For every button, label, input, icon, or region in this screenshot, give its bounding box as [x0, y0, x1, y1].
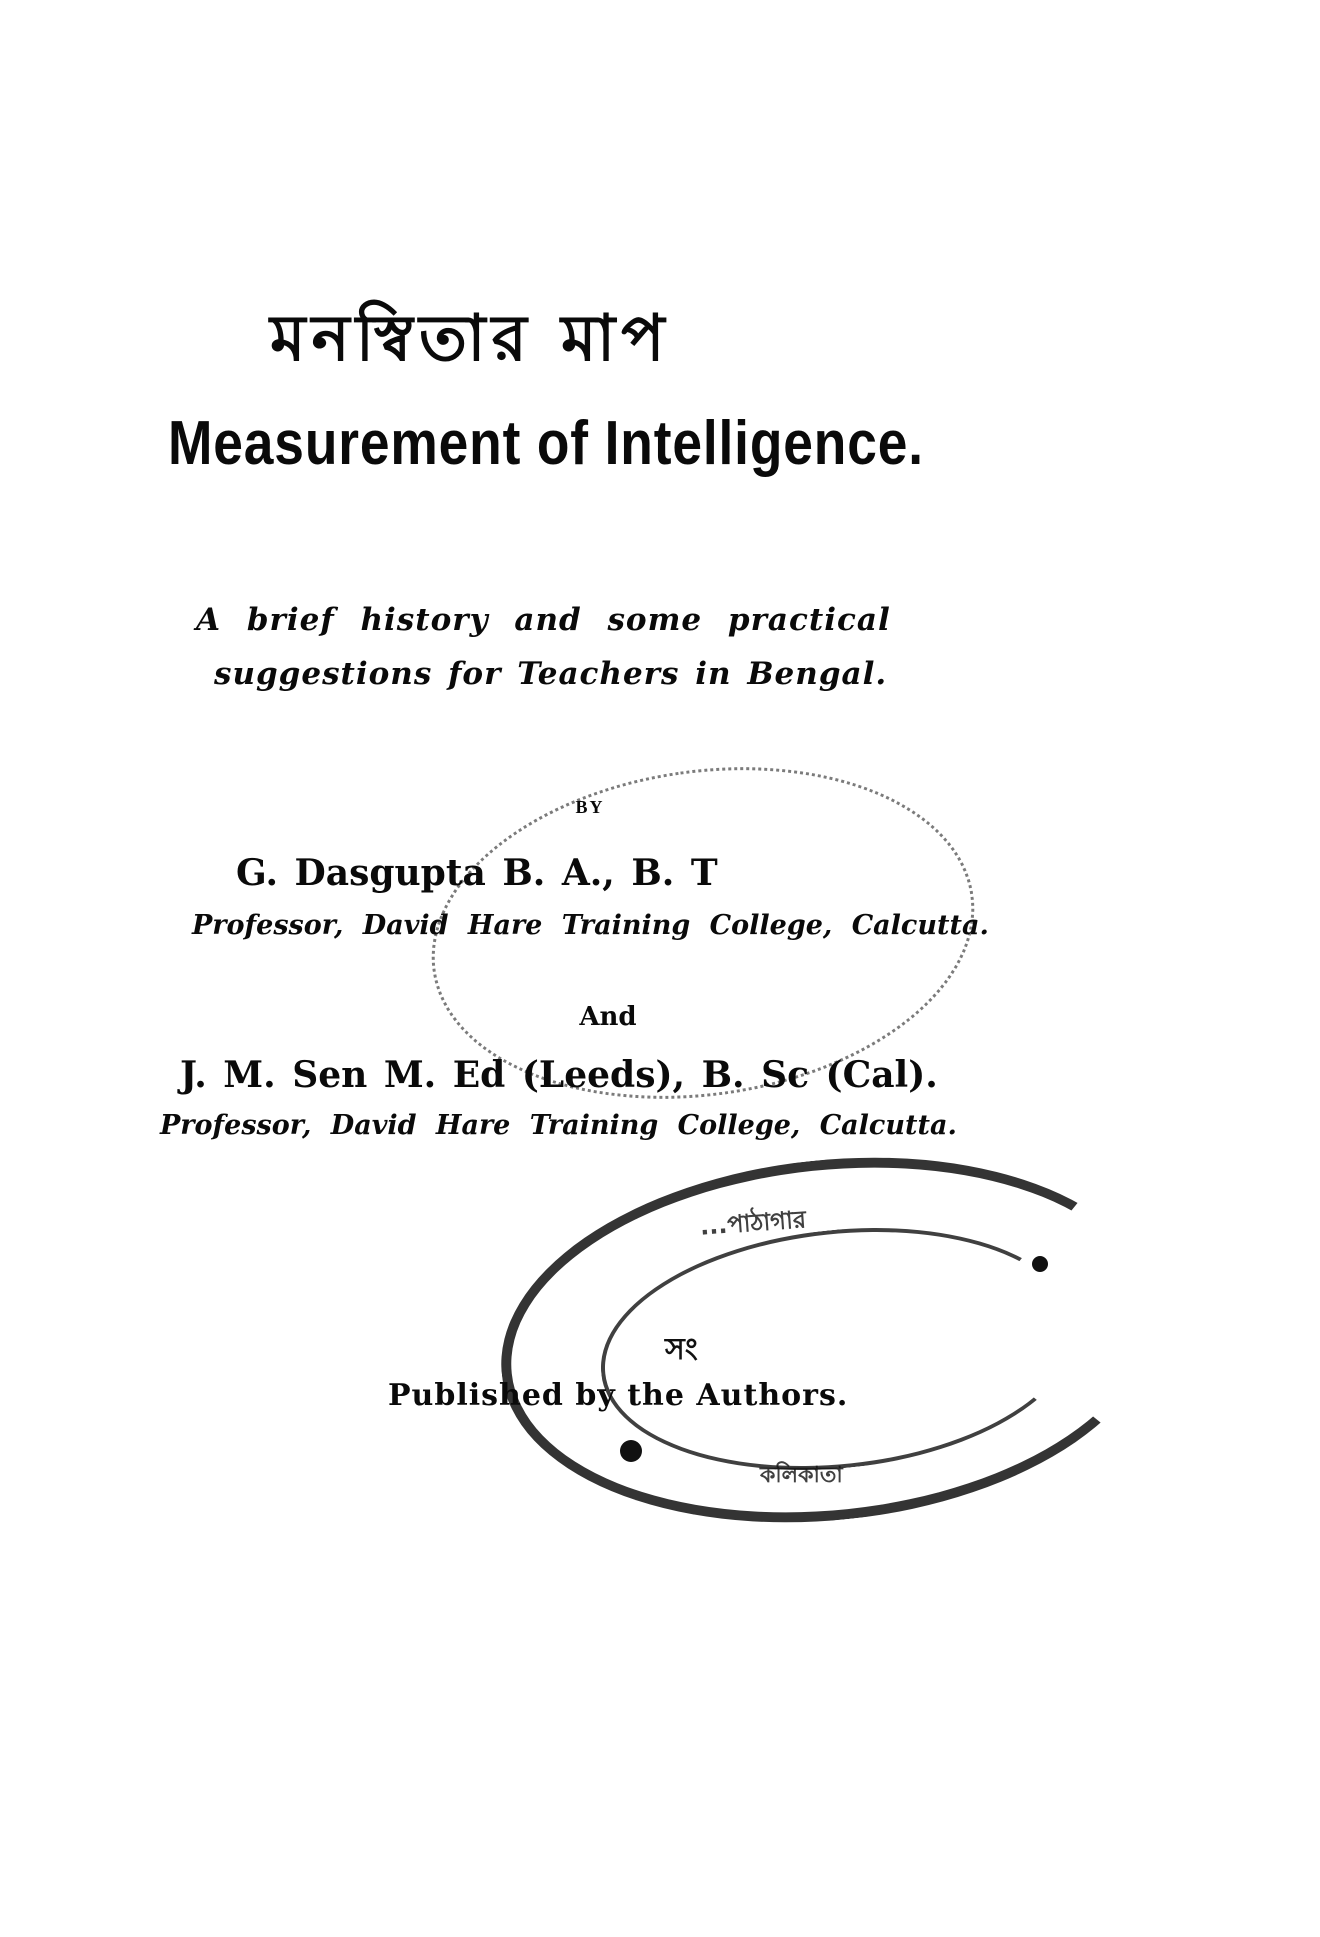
subtitle-line-1: A brief history and some practical	[196, 602, 891, 638]
author-1-affiliation: Professor, David Hare Training College, Calcutta.	[192, 910, 989, 941]
bengali-title: মনস্বিতার মাপ	[270, 302, 671, 376]
stamp-dot-icon	[620, 1440, 642, 1462]
subtitle-line-2: suggestions for Teachers in Bengal.	[214, 656, 888, 692]
author-1-name: G. Dasgupta B. A., B. T	[236, 852, 718, 894]
stamp-top-text: ...পাঠাগার	[699, 1205, 807, 1241]
stamp-center-text: সং	[665, 1332, 698, 1367]
stamp-bottom-text: কলিকাতা	[760, 1463, 843, 1488]
author-2-name: J. M. Sen M. Ed (Leeds), B. Sc (Cal).	[180, 1054, 938, 1096]
by-label: BY	[575, 797, 605, 817]
author-2-affiliation: Professor, David Hare Training College, Calcutta.	[160, 1110, 957, 1141]
stamp-dot-icon	[1032, 1256, 1048, 1272]
and-label: And	[579, 1002, 637, 1032]
english-title: Measurement of Intelligence.	[168, 409, 924, 478]
publisher-line: Published by the Authors.	[388, 1378, 849, 1413]
